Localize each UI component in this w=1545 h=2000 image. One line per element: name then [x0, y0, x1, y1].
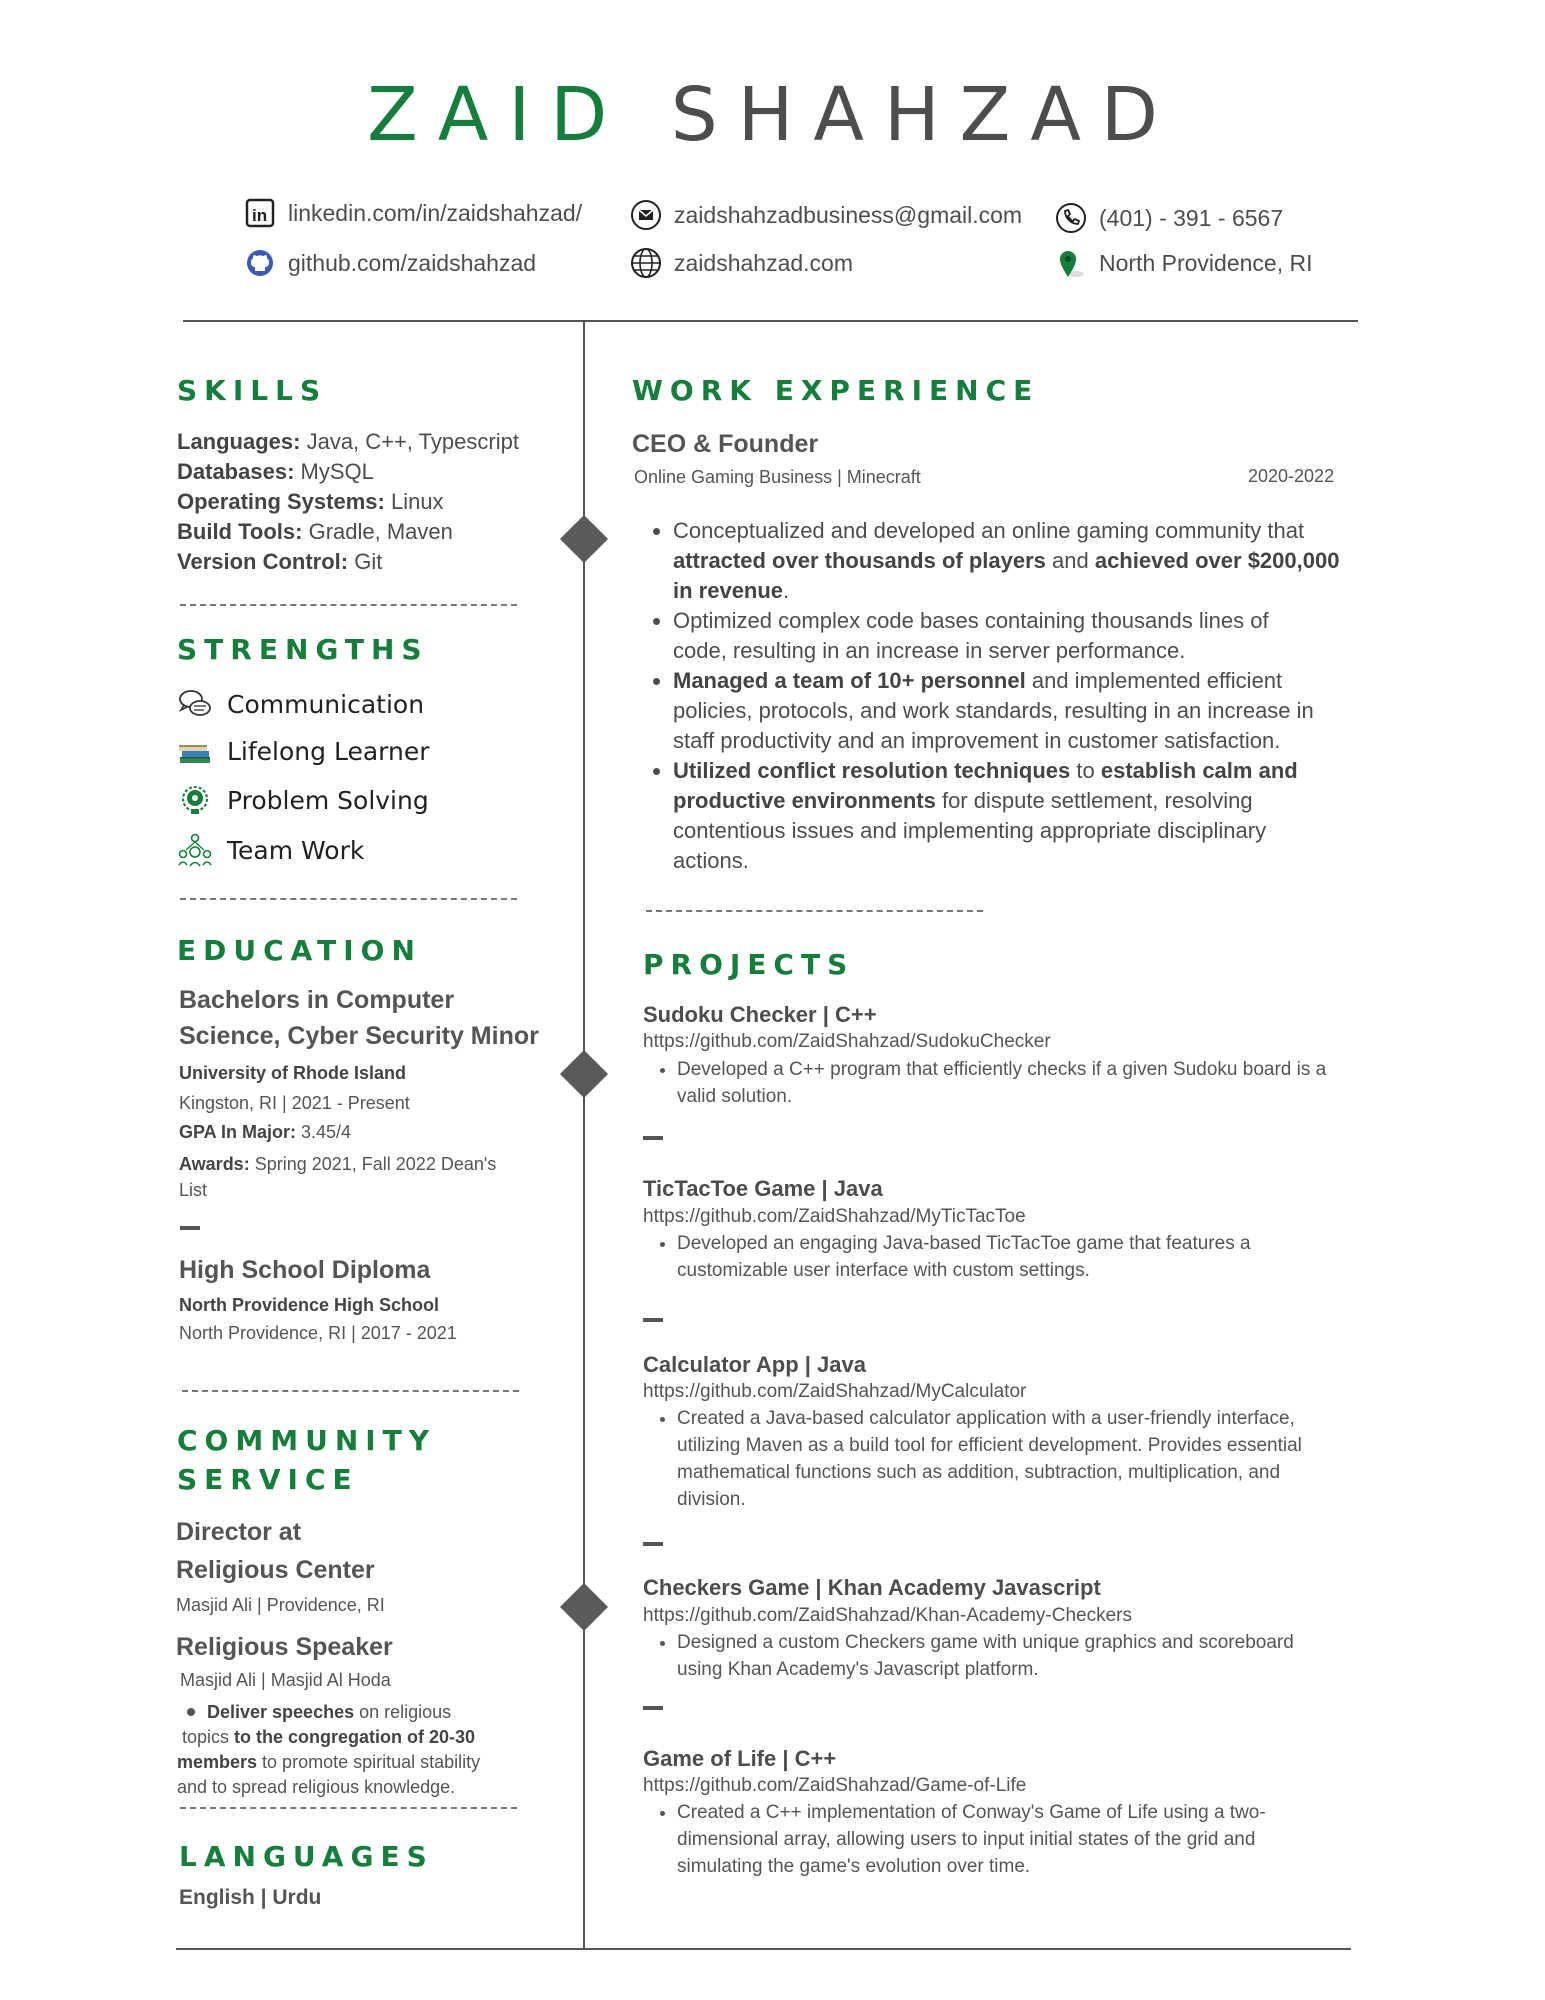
- entry-separator: [643, 1318, 663, 1322]
- project-bullet: • Developed an engaging Java-based TicTacToe game that features a customizable user interface with custom settings.: [677, 1230, 1363, 1284]
- languages-value: English | Urdu: [179, 1886, 322, 1909]
- job-bullet: • Utilized conflict resolution techniques to establish calm and productive environments for dispute settlement, resolving contentious issues and implementing appropriate disciplinary actions.: [673, 756, 1360, 876]
- strength-item: [177, 733, 430, 769]
- role-title: Religious Center: [176, 1556, 375, 1584]
- website-text: zaidshahzad.com: [674, 249, 853, 276]
- project-url[interactable]: https://github.com/ZaidShahzad/MyTicTacToe: [643, 1206, 1026, 1227]
- section-divider: [180, 898, 517, 900]
- project-desc: [643, 1056, 1363, 1110]
- project-desc: [643, 1230, 1363, 1284]
- strength-label: Lifelong Learner: [227, 736, 430, 766]
- community-heading: COMMUNITY: [177, 1424, 437, 1457]
- resume-name: [0, 72, 1545, 158]
- school-meta: North Providence, RI | 2017 - 2021: [179, 1323, 457, 1343]
- section-divider: [180, 1807, 517, 1809]
- role-meta: Masjid Ali | Providence, RI: [176, 1595, 385, 1615]
- strength-item: [177, 832, 364, 868]
- project-desc: [643, 1405, 1383, 1513]
- projects-heading: PROJECTS: [643, 948, 855, 981]
- first-name: ZAID: [367, 72, 628, 158]
- skills-heading: SKILLS: [177, 374, 328, 407]
- strength-label: Problem Solving: [227, 785, 429, 815]
- last-name: SHAHZAD: [670, 72, 1178, 158]
- timeline-diamond: [560, 1583, 608, 1631]
- project-url[interactable]: https://github.com/ZaidShahzad/Khan-Academy-Checkers: [643, 1605, 1132, 1626]
- school-meta: Kingston, RI | 2021 - Present: [179, 1093, 410, 1113]
- globe-icon: [630, 247, 662, 279]
- github-icon: [244, 247, 276, 279]
- strength-item: [177, 686, 424, 722]
- project-title: Checkers Game | Khan Academy Javascript: [643, 1575, 1101, 1600]
- location-text: North Providence, RI: [1099, 249, 1313, 276]
- project-bullet: • Created a Java-based calculator application with a user-friendly interface, utilizing Maven as a build tool for efficient development. Provides essential mathematical functions such as addition, subtraction, multiplication, and division.: [677, 1405, 1383, 1513]
- strength-label: Team Work: [227, 835, 365, 865]
- project-title: Game of Life | C++: [643, 1746, 837, 1771]
- degree-title: Bachelors in Computer: [179, 986, 455, 1014]
- phone-contact[interactable]: [1055, 202, 1283, 234]
- entry-separator: [643, 1706, 663, 1710]
- job-title: CEO & Founder: [632, 430, 819, 458]
- skill-line: Databases: MySQL: [177, 459, 374, 484]
- brain-gear-icon: [177, 782, 213, 818]
- job-bullet: • Managed a team of 10+ personnel and implemented efficient policies, protocols, and work standards, resulting in an increase in staff productivity and an improvement in customer satisfaction.: [673, 666, 1360, 756]
- project-title: TicTacToe Game | Java: [643, 1176, 883, 1201]
- skill-line: Operating Systems: Linux: [177, 489, 444, 514]
- community-heading: SERVICE: [177, 1463, 359, 1496]
- project-bullet: • Created a C++ implementation of Conway's Game of Life using a two- dimensional array, allowing users to input initial states of the grid and simulating the game's evolution over time.: [677, 1799, 1363, 1880]
- project-url[interactable]: https://github.com/ZaidShahzad/SudokuChecker: [643, 1031, 1051, 1052]
- job-bullet: • Optimized complex code bases containing thousands lines of code, resulting in an increase in server performance.: [673, 606, 1360, 666]
- school-name: North Providence High School: [179, 1295, 440, 1315]
- footer-rule: [176, 1948, 1351, 1950]
- skills-list: [177, 427, 577, 577]
- entry-separator: [643, 1136, 663, 1140]
- location-contact: [1055, 247, 1312, 279]
- speech-bubbles-icon: [177, 686, 213, 722]
- email-icon: [630, 199, 662, 231]
- section-divider: [180, 604, 517, 606]
- project-bullet: • Developed a C++ program that efficiently checks if a given Sudoku board is a valid solution.: [677, 1056, 1363, 1110]
- role-meta: Masjid Ali | Masjid Al Hoda: [180, 1670, 391, 1690]
- project-bullet: • Designed a custom Checkers game with unique graphics and scoreboard using Khan Academy's Javascript platform.: [677, 1629, 1363, 1683]
- project-url[interactable]: https://github.com/ZaidShahzad/MyCalculator: [643, 1381, 1027, 1402]
- section-divider: [646, 910, 983, 912]
- work-heading: WORK EXPERIENCE: [632, 374, 1040, 407]
- project-title: Sudoku Checker | C++: [643, 1002, 877, 1027]
- entry-separator: [180, 1226, 200, 1230]
- github-contact[interactable]: [244, 247, 536, 279]
- awards-line: Awards: Spring 2021, Fall 2022 Dean's List: [179, 1154, 497, 1200]
- linkedin-text: linkedin.com/in/zaidshahzad/: [288, 199, 583, 226]
- school-name: University of Rhode Island: [179, 1063, 407, 1083]
- skill-line: Languages: Java, C++, Typescript: [177, 429, 519, 454]
- phone-text: (401) - 391 - 6567: [1099, 204, 1284, 231]
- job-bullet: • Conceptualized and developed an online gaming community that attracted over thousands of players and achieved over $200,000 in revenue.: [673, 516, 1360, 606]
- map-pin-icon: [1055, 247, 1087, 279]
- project-desc: [643, 1629, 1363, 1683]
- role-title: Director at: [176, 1518, 302, 1546]
- svg-text:in: in: [252, 206, 268, 225]
- linkedin-icon: [244, 197, 276, 229]
- strength-label: Communication: [227, 689, 425, 719]
- entry-separator: [643, 1542, 663, 1546]
- timeline-diamond: [560, 1050, 608, 1098]
- project-desc: [643, 1799, 1363, 1880]
- section-divider: [182, 1390, 519, 1392]
- team-icon: [177, 832, 213, 868]
- phone-icon: [1055, 202, 1087, 234]
- strength-item: [177, 782, 429, 818]
- job-dates: 2020-2022: [1248, 466, 1335, 486]
- project-title: Calculator App | Java: [643, 1352, 866, 1377]
- books-icon: [177, 733, 213, 769]
- strengths-heading: STRENGTHS: [177, 633, 429, 666]
- community-bullet: Deliver speeches on religious topics to the congregation of 20-30 members to promote spiritual stability and to spread religious knowledge.: [177, 1702, 481, 1797]
- role-title: Religious Speaker: [176, 1633, 393, 1661]
- linkedin-contact[interactable]: [244, 197, 582, 229]
- website-contact[interactable]: [630, 247, 853, 279]
- education-heading: EDUCATION: [177, 934, 422, 967]
- column-divider: [583, 321, 585, 1950]
- email-contact[interactable]: [630, 199, 1022, 231]
- degree-title: High School Diploma: [179, 1256, 431, 1284]
- degree-title: Science, Cyber Security Minor: [179, 1022, 539, 1050]
- gpa-line: GPA In Major: 3.45/4: [179, 1122, 352, 1142]
- project-url[interactable]: https://github.com/ZaidShahzad/Game-of-Life: [643, 1775, 1027, 1796]
- job-company: Online Gaming Business | Minecraft: [634, 467, 921, 487]
- job-bullets: [645, 516, 1360, 876]
- languages-heading: LANGUAGES: [179, 1840, 434, 1873]
- github-text: github.com/zaidshahzad: [288, 249, 537, 276]
- email-text: zaidshahzadbusiness@gmail.com: [674, 201, 1023, 228]
- skill-line: Build Tools: Gradle, Maven: [177, 519, 453, 544]
- skill-line: Version Control: Git: [177, 549, 383, 574]
- header-rule: [183, 320, 1358, 322]
